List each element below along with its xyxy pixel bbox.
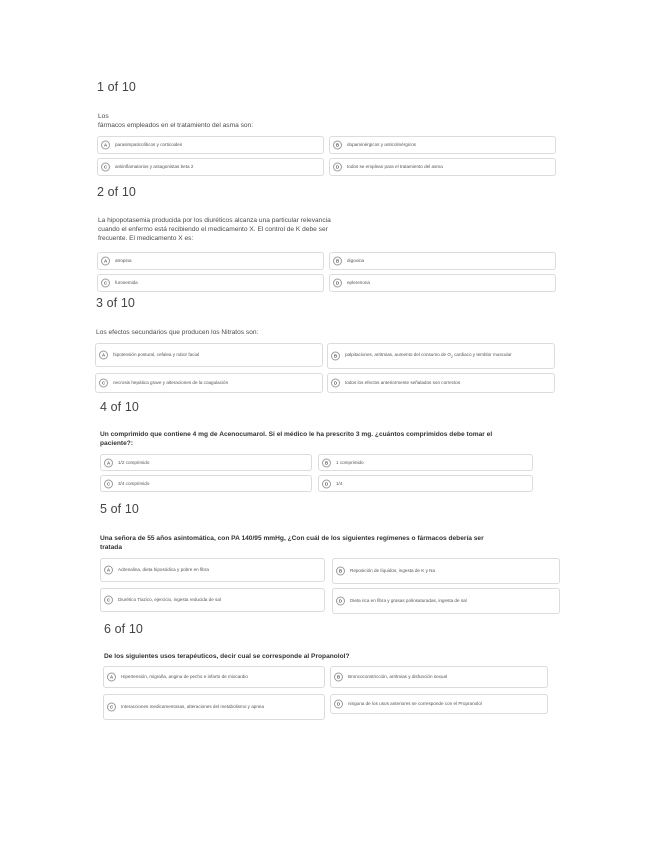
option-text: todos se emplean para el tratamiento del asma [347, 164, 443, 169]
question-text: Los fármacos empleados en el tratamiento del asma son: [98, 113, 254, 129]
option-letter-badge: C [107, 703, 116, 712]
option-letter-badge: D [333, 163, 342, 172]
option-text: Hipertensión, migraña, angina de pecho e infarto de miocardio [121, 674, 248, 679]
answer-option-c[interactable] [97, 274, 324, 292]
answer-option-c[interactable] [100, 588, 325, 612]
answer-option-a[interactable] [97, 136, 324, 154]
option-letter-badge: A [104, 458, 113, 467]
question-number: 4 of 10 [100, 400, 139, 414]
answer-option-d[interactable] [318, 475, 533, 492]
option-letter-badge: A [101, 257, 110, 266]
answer-option-b[interactable] [327, 343, 555, 369]
option-letter-badge: D [333, 279, 342, 288]
option-letter-badge: C [101, 279, 110, 288]
question-number: 5 of 10 [100, 502, 139, 516]
option-letter-badge: B [333, 257, 342, 266]
option-letter-badge: D [322, 479, 331, 488]
option-letter-badge: B [331, 352, 340, 361]
question-number: 3 of 10 [96, 296, 135, 310]
option-letter-badge: D [334, 700, 343, 709]
option-letter-badge: A [99, 351, 108, 360]
option-text: furosemida [115, 280, 138, 285]
option-text: Dieta rica en fibra y grasas polinsaturadas, ingesta de sal [350, 598, 467, 603]
question-number: 1 of 10 [97, 80, 136, 94]
option-text: hipotensión postural, cefalea y rubor facial [113, 352, 200, 357]
option-letter-badge: A [104, 566, 113, 575]
option-text: atropina [115, 258, 132, 263]
question-text: Un comprimido que contiene 4 mg de Acenocumarol. Si el médico le ha prescrito 3 mg. ¿cuántos comprimidos debe tomar el paciente?: [100, 431, 493, 447]
answer-option-d[interactable] [330, 694, 548, 714]
option-letter-badge: B [336, 567, 345, 576]
answer-option-c[interactable] [97, 158, 324, 176]
answer-option-d[interactable] [327, 373, 555, 393]
answer-option-b[interactable] [318, 454, 533, 471]
question-text: La hipopotasemia producida por los diuréticos alcanza una particular relevancia cuando el enfermo está recibiendo el medicamento X. El control de K debe ser frecuente. El medicamento X es: [98, 217, 331, 242]
question-text: De los siguientes usos terapéuticos, decir cual se corresponde al Propanolol? [104, 653, 350, 660]
option-letter-badge: B [333, 141, 342, 150]
option-text: 1/4 [336, 480, 343, 486]
option-text: 1 comprimido [336, 459, 364, 465]
question-text: Una señora de 55 años asintomática, con PA 140/95 mmHg, ¿Con cuál de los siguientes regímenes o fármacos debería ser tratada [100, 535, 484, 551]
option-text: Adrenalina, dieta hiposódica y pobre en fibra [118, 567, 209, 572]
question-number: 6 of 10 [104, 622, 143, 636]
question-number: 2 of 10 [97, 185, 136, 199]
answer-option-c[interactable] [103, 694, 325, 720]
answer-option-b[interactable] [332, 558, 560, 584]
answer-option-b[interactable] [329, 252, 556, 270]
option-text: 1/2 comprimido [118, 459, 150, 465]
answer-option-d[interactable] [329, 274, 556, 292]
answer-option-c[interactable] [100, 475, 312, 492]
answer-option-d[interactable] [329, 158, 556, 176]
option-text: eplerenona [347, 280, 370, 285]
option-letter-badge: C [101, 163, 110, 172]
option-text: Diurético Tiazico, ejercicio, ingesta reducida de sal [118, 597, 221, 602]
option-letter-badge: D [331, 379, 340, 388]
answer-option-b[interactable] [329, 136, 556, 154]
option-text: necrosis hepática grave y alteraciones de la coagulación [113, 380, 229, 385]
option-text: Reposición de líquidos, ingesta de K y Na [350, 568, 436, 573]
answer-option-a[interactable] [100, 558, 325, 582]
answer-option-a[interactable] [100, 454, 312, 471]
option-text: parasimpaticolíticos y corticoides [115, 142, 183, 147]
option-letter-badge: C [99, 379, 108, 388]
option-text: digoxina [347, 258, 365, 263]
option-text: Broncoconstricción, arritmias y disfunción sexual [348, 674, 448, 679]
option-letter-badge: C [104, 596, 113, 605]
answer-option-a[interactable] [97, 252, 324, 270]
answer-option-b[interactable] [330, 666, 548, 688]
answer-option-d[interactable] [332, 588, 560, 614]
question-text: Los efectos secundarios que producen los Nitratos son: [96, 329, 259, 336]
answer-option-a[interactable] [103, 666, 325, 688]
answer-option-a[interactable] [95, 343, 323, 367]
option-text: 3/4 comprimido [118, 480, 150, 486]
answer-option-c[interactable] [95, 373, 323, 393]
option-letter-badge: A [107, 673, 116, 682]
option-letter-badge: B [322, 458, 331, 467]
option-text: dopaminérgicos y anticolinérgicos [347, 142, 416, 147]
option-letter-badge: D [336, 597, 345, 606]
option-letter-badge: A [101, 141, 110, 150]
option-text: antiinflamatorios y antagonistas beta 2 [115, 164, 194, 169]
option-letter-badge: C [104, 479, 113, 488]
option-text: ninguna de los usos anteriores se corresponde con el Propranolol [348, 701, 482, 706]
option-text: todos los efectos anteriormente señalados son correctos [345, 380, 461, 385]
option-letter-badge: B [334, 673, 343, 682]
option-text: Interacciones medicamentosas, alteraciones del metabolismo y apnea [121, 704, 264, 709]
option-text: palpitaciones, arritmias, aumento del consumo de $O_2$ cardiaco y temblor muscular [345, 352, 512, 359]
